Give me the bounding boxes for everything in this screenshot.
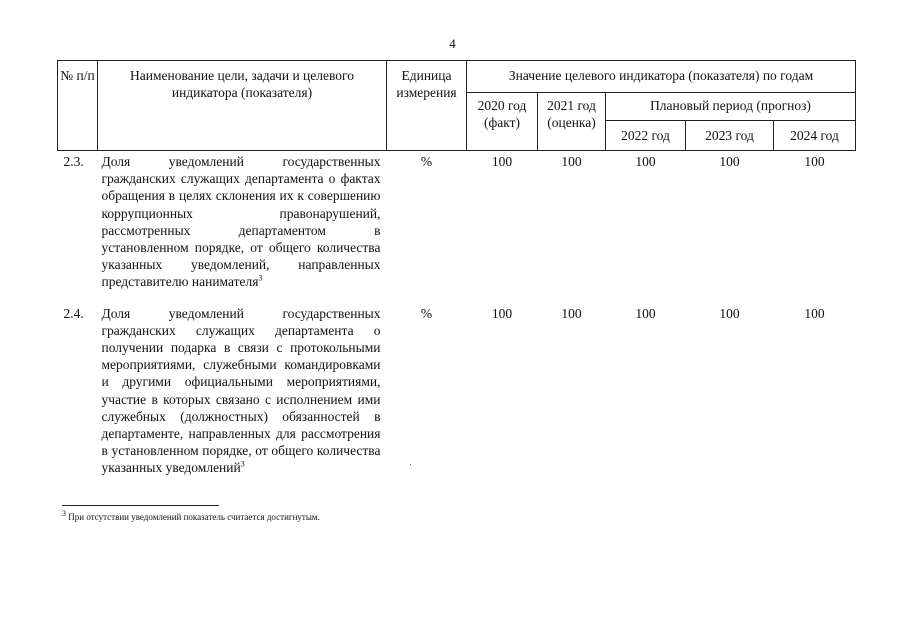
footnote-text: При отсутствии уведомлений показатель считается достигнутым. (68, 512, 320, 522)
row-value-2023: 100 (719, 154, 740, 169)
row-value-2020: 100 (491, 154, 513, 169)
row-num: 2.4. (63, 305, 84, 321)
indicators-table (57, 60, 856, 479)
row-value-2020: 100 (491, 305, 513, 321)
row-value-2024: 100 (804, 305, 825, 321)
row-name (98, 151, 387, 303)
header-year-2020: 2020 год (факт) (467, 93, 538, 151)
row-name (98, 303, 387, 479)
header-year-2021: 2021 год (оценка) (538, 93, 606, 151)
row-value-2022: 100 (635, 305, 656, 321)
row-value-2023: 100 (719, 305, 740, 321)
header-year-2023: 2023 год (686, 121, 774, 151)
header-num: № п/п (58, 61, 98, 151)
row-value-2021: 100 (561, 154, 582, 169)
header-year-2022: 2022 год (606, 121, 686, 151)
row-value-2022: 100 (635, 154, 656, 169)
footnote-ref: 3 (240, 459, 245, 469)
header-plan-period: Плановый период (прогноз) (606, 93, 856, 121)
table-row (58, 303, 856, 479)
row-name-text: Доля уведомлений государственных гражданских служащих департамента о получении подарка в связи с протокольными мероприятиями, служебными командировками и другими официальными мероприятиями, участие в которых связано с исполнением ими служебных (должностных) обязанностей в департаменте, направленных для рассмотрения в установленном порядке, от общего количества указанных уведомлений (101, 305, 381, 476)
header-year-2024: 2024 год (774, 121, 856, 151)
table-header (58, 61, 856, 151)
row-unit: % (420, 154, 433, 169)
footnote (62, 509, 320, 523)
row-value-2021: 100 (561, 305, 582, 321)
row-num: 2.3. (63, 154, 84, 169)
footnote-mark: 3 (62, 509, 66, 518)
table-row (58, 151, 856, 303)
scan-speck (410, 464, 411, 465)
row-name-text: Доля уведомлений государственных гражданских служащих департамента о фактах обращения в целях склонения их к совершению коррупционных правонарушений, рассмотренных департаментом в установленном порядке, от общего количества указанных уведомлений, направленных представителю нанимателя (101, 154, 381, 290)
header-name: Наименование цели, задачи и целевого индикатора (показателя) (98, 61, 387, 151)
header-unit: Единица измерения (387, 61, 467, 151)
table-body (58, 151, 856, 479)
page-number: 4 (449, 36, 456, 51)
footnote-ref: 3 (258, 273, 263, 283)
row-value-2024: 100 (804, 154, 825, 169)
footnote-divider (62, 505, 219, 506)
header-values-group: Значение целевого индикатора (показателя) по годам (467, 61, 856, 93)
row-unit: % (420, 305, 433, 321)
